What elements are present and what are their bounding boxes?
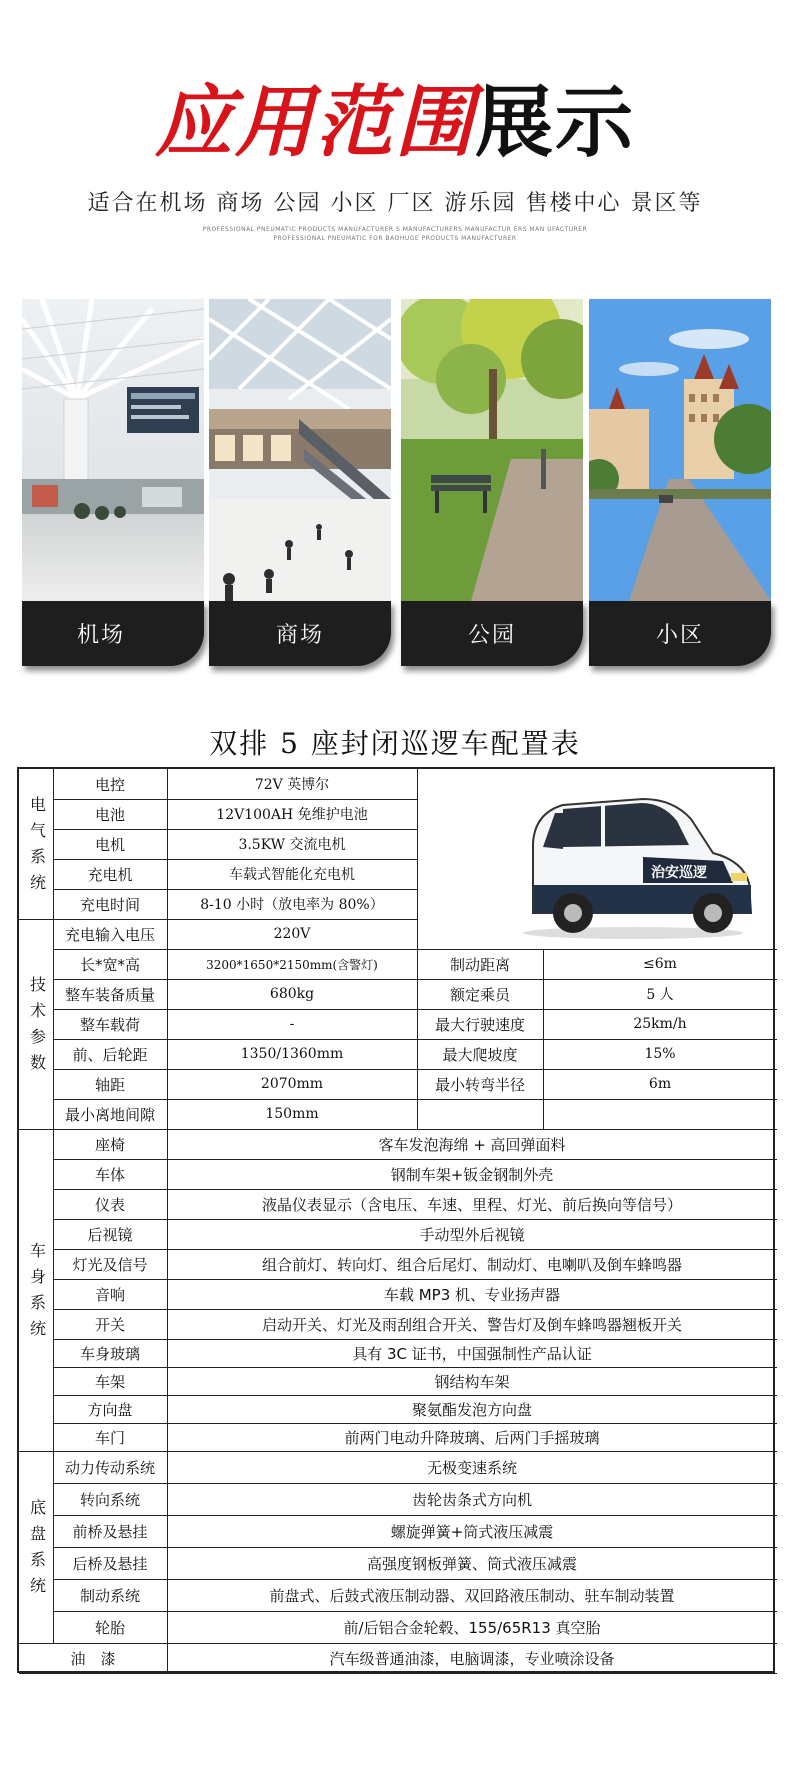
row-value: 钢结构车架: [434, 1372, 510, 1391]
scene-label-mall: [209, 601, 391, 666]
row-value: 组合前灯、转向灯、组合后尾灯、制动灯、电喇叭及倒车蜂鸣器: [261, 1255, 682, 1274]
park-photo: [401, 299, 583, 601]
row-name: 充电机: [87, 865, 133, 884]
row-name: 轮胎: [94, 1618, 125, 1637]
row-value: 车载式智能化充电机: [229, 867, 355, 883]
row-value: 前/后铝合金轮毂、155/65R13 真空胎: [343, 1618, 601, 1637]
row-value: 聚氨酯发泡方向盘: [411, 1400, 532, 1419]
english-line-2: PROFESSIONAL PNEUMATIC FOR BAOHUGE PRODUCTS MANUFACTURER: [273, 235, 517, 242]
row-value: 12V100AH 免维护电池: [216, 807, 368, 823]
row-value: 具有 3C 证书，中国强制性产品认证: [352, 1344, 592, 1363]
row-name: 电池: [94, 805, 125, 824]
group-body: 车 身 系 统: [29, 1241, 46, 1338]
paint-value: 汽车级普通油漆，电脑调漆，专业喷涂设备: [329, 1649, 615, 1668]
row-value: 高强度钢板弹簧、筒式液压减震: [366, 1554, 577, 1573]
row-name: 充电输入电压: [64, 925, 155, 944]
row-name-2: 最大爬坡度: [442, 1045, 518, 1064]
row-name-2: 最大行驶速度: [434, 1015, 525, 1034]
row-value: 启动开关、灯光及雨刮组合开关、警告灯及倒车蜂鸣器翘板开关: [261, 1315, 682, 1334]
car-door-text: 治安巡逻: [651, 865, 707, 881]
scene-label-park: [401, 601, 583, 666]
row-value: 无极变速系统: [426, 1458, 517, 1477]
row-name-2: 最小转弯半径: [434, 1075, 525, 1094]
row-value: 8-10 小时（放电率为 80%）: [200, 897, 384, 913]
group-electric: 电 气 系 统: [29, 795, 46, 892]
scene-label-park-text: 公园: [467, 623, 516, 648]
english-line-1: PROFESSIONAL PNEUMATIC PRODUCTS MANUFACTURER S MANUFACTURERS MANUFACTUR ERS MAN UFACTURER: [202, 226, 588, 233]
row-name: 方向盘: [87, 1400, 133, 1419]
row-name: 仪表: [94, 1195, 125, 1214]
row-value: 手动型外后视镜: [419, 1225, 525, 1244]
row-value-2: 15%: [644, 1046, 676, 1062]
row-name: 座椅: [94, 1135, 125, 1154]
row-name-2: 制动距离: [449, 955, 510, 974]
hero-title-red: 应用范围: [154, 78, 475, 168]
row-name: 转向系统: [79, 1490, 140, 1509]
residential-photo: [589, 299, 771, 601]
row-name: 轴距: [94, 1075, 125, 1094]
row-value: 液晶仪表显示（含电压、车速、里程、灯光、前后换向等信号）: [261, 1195, 682, 1214]
row-name: 车体: [94, 1165, 125, 1184]
hero-english-caption: [200, 225, 590, 243]
row-name: 整车载荷: [79, 1015, 140, 1034]
row-value: 150mm: [265, 1106, 319, 1122]
row-value: 齿轮齿条式方向机: [411, 1490, 532, 1509]
scene-label-airport: [22, 601, 204, 666]
hero-title: [0, 78, 790, 168]
row-name: 前、后轮距: [72, 1045, 148, 1064]
row-value: 螺旋弹簧+筒式液压减震: [390, 1522, 554, 1541]
scene-card-residential: [589, 299, 771, 666]
row-name: 整车装备质量: [64, 985, 155, 1004]
mall-photo: [209, 299, 391, 601]
scene-label-airport-text: 机场: [76, 623, 125, 648]
row-name: 动力传动系统: [64, 1458, 155, 1477]
row-name: 后桥及悬挂: [72, 1554, 148, 1573]
row-name: 制动系统: [79, 1586, 140, 1605]
row-value-2: 25km/h: [633, 1016, 687, 1032]
row-name-2: 额定乘员: [449, 985, 510, 1004]
row-name: 车身玻璃: [79, 1344, 140, 1363]
patrol-car-image: [493, 773, 773, 949]
group-tech: 技 术 参 数: [29, 975, 46, 1072]
row-value: 客车发泡海绵 + 高回弹面料: [378, 1135, 566, 1154]
scene-card-park: [401, 299, 583, 666]
row-name: 长*宽*高: [79, 955, 140, 974]
scene-label-residential-text: 小区: [655, 623, 704, 648]
row-value: 车载 MP3 机、专业扬声器: [383, 1285, 561, 1304]
row-name: 充电时间: [79, 895, 140, 914]
row-name: 最小离地间隙: [64, 1105, 155, 1124]
row-value: 72V 英博尔: [254, 777, 330, 793]
row-name: 电机: [94, 835, 125, 854]
row-name: 灯光及信号: [72, 1255, 148, 1274]
row-name: 音响: [94, 1285, 125, 1304]
row-name: 前桥及悬挂: [72, 1522, 148, 1541]
row-value-2: 6m: [648, 1076, 672, 1092]
row-value-2: 5 人: [646, 987, 674, 1003]
spec-table: [17, 767, 775, 1673]
row-value: 1350/1360mm: [240, 1046, 344, 1062]
scene-label-mall-text: 商场: [275, 623, 324, 648]
row-value: 前盘式、后鼓式液压制动器、双回路液压制动、驻车制动装置: [269, 1586, 675, 1605]
row-name: 车架: [94, 1372, 125, 1391]
group-chassis: 底 盘 系 统: [29, 1498, 46, 1595]
row-value: 680kg: [269, 986, 315, 1002]
row-name: 后视镜: [87, 1225, 133, 1244]
row-name: 电控: [94, 775, 125, 794]
scene-label-residential: [589, 601, 771, 666]
scene-card-mall: [209, 299, 391, 666]
row-name: 开关: [94, 1315, 125, 1334]
spec-table-title: 双排 5 座封闭巡逻车配置表: [209, 727, 581, 760]
row-name: 车门: [94, 1428, 125, 1447]
row-value: 前两门电动升降玻璃、后两门手摇玻璃: [344, 1428, 600, 1447]
row-value: 钢制车架+钣金钢制外壳: [390, 1165, 554, 1184]
paint-name: 油 漆: [70, 1649, 116, 1668]
row-value: -: [289, 1016, 295, 1032]
row-value: 3.5KW 交流电机: [238, 837, 346, 853]
hero-title-black: 展示: [475, 78, 636, 168]
airport-photo: [22, 299, 204, 601]
row-value: 3200*1650*2150mm(含警灯): [206, 957, 378, 972]
hero-subtitle: 适合在机场 商场 公园 小区 厂区 游乐园 售楼中心 景区等: [87, 191, 703, 216]
row-value: 220V: [273, 926, 311, 942]
row-value-2: ≤6m: [643, 956, 677, 972]
row-value: 2070mm: [260, 1076, 324, 1092]
scene-card-airport: [22, 299, 204, 666]
